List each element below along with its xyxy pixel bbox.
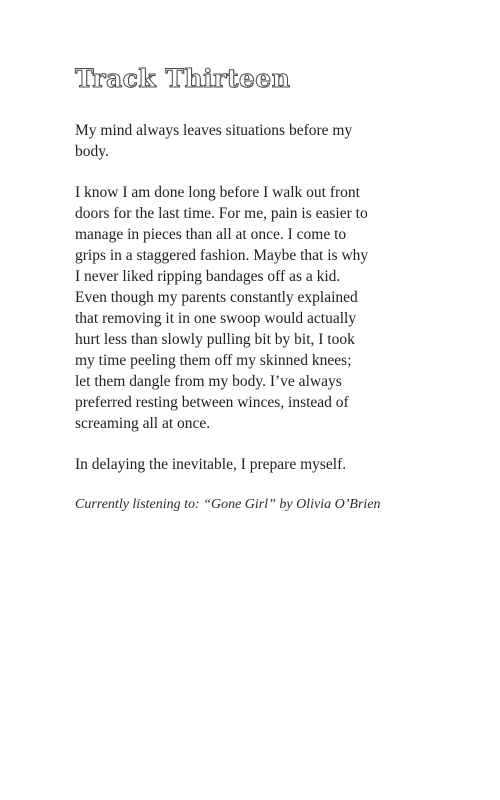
paragraph: In delaying the inevitable, I prepare myself.	[75, 456, 347, 473]
body-text	[75, 120, 381, 515]
chapter-title: Track Thirteen	[75, 64, 291, 93]
paragraph: My mind always leaves situations before my body.	[75, 122, 353, 160]
listening-note: Currently listening to: “Gone Girl” by Olivia O’Brien	[75, 497, 381, 512]
paragraph: I know I am done long before I walk out front doors for the last time. For me, pain is easier to manage in pieces than all at once. I come to grips in a staggered fashion. Maybe that is why I never liked ripping bandages off as a kid. Even though my parents constantly explained that removing it in one swoop would actually hurt less than slowly pulling bit by bit, I took my time peeling them off my skinned knees; let them dangle from my body. I’ve always preferred resting between winces, instead of screaming all at once.	[75, 184, 369, 432]
page-content	[75, 60, 381, 515]
